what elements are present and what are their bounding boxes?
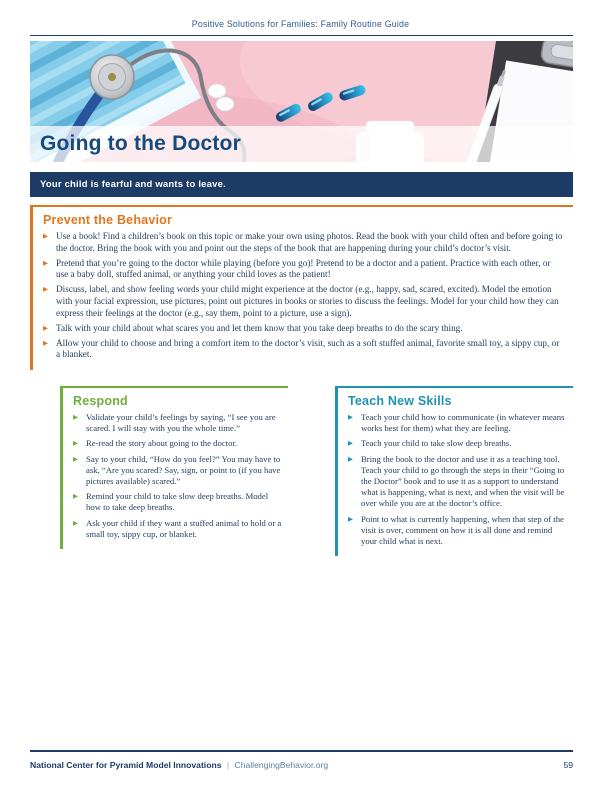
list-item-text: Re-read the story about going to the doctor. xyxy=(86,438,238,449)
bullet-arrow-icon: ▶ xyxy=(43,338,48,347)
banner xyxy=(30,41,573,162)
bullet-arrow-icon: ▶ xyxy=(348,514,353,523)
bullet-arrow-icon: ▶ xyxy=(43,323,48,332)
section-title-prevent: Prevent the Behavior xyxy=(43,213,173,227)
footer-separator: | xyxy=(226,760,230,770)
list-item xyxy=(43,231,565,254)
list-item-text: Remind your child to take slow deep breaths. Model how to take deep breaths. xyxy=(86,491,269,513)
list-item xyxy=(348,438,567,449)
list-item-text: Discuss, label, and show feeling words your child might experience at the doctor (e.g., happy, sad, scared, excited). Model the emotion with your facial expression, use pictures, point out pictures in books or stories to discuss the feelings. Model for your child how they can express their feelings at the doctor (e.g., say them, point to a picture, use a sign). xyxy=(56,284,559,318)
section-title-teach: Teach New Skills xyxy=(348,393,452,408)
list-item xyxy=(43,323,565,335)
list-item xyxy=(73,454,282,488)
page-title: Going to the Doctor xyxy=(40,132,241,155)
bullet-arrow-icon: ▶ xyxy=(348,412,353,421)
list-item-text: Bring the book to the doctor and use it as a teaching tool. Teach your child to go through the steps in their “Going to the Doctor” book and to use it as a support to understand what is happening, what is next, and when the visit will be over while you are at the doctor’s office. xyxy=(361,453,565,509)
bullet-arrow-icon: ▶ xyxy=(73,492,78,501)
section-respond xyxy=(60,386,288,549)
list-item-text: Use a book! Find a children’s book on this topic or make your own using photos. Read the book with your child often and before going to the doctor. Bring the book with you and point out the steps of the book that are happening during your child’s doctor’s visit. xyxy=(56,231,563,253)
section-title-respond: Respond xyxy=(73,393,128,408)
teach-list xyxy=(348,412,567,547)
list-item-text: Teach your child how to communicate (in whatever means works best for them) what they are feeling. xyxy=(361,411,565,434)
list-item-text: Point to what is currently happening, when that step of the visit is over, comment on how it is all done and remind your child what is next. xyxy=(361,513,564,546)
banner-title-strip xyxy=(30,126,573,162)
footer-left xyxy=(30,760,328,770)
list-item xyxy=(73,412,282,434)
list-item xyxy=(43,258,565,281)
section-prevent-behavior xyxy=(30,205,573,370)
situation-bar xyxy=(30,172,573,197)
bullet-arrow-icon: ▶ xyxy=(348,454,353,463)
list-item xyxy=(43,284,565,319)
list-item-text: Ask your child if they want a stuffed animal to hold or a small toy, sippy cup, or blanket. xyxy=(86,517,282,539)
footer-site-link[interactable]: ChallengingBehavior.org xyxy=(234,760,329,770)
page-footer xyxy=(30,750,573,770)
section-teach-new-skills xyxy=(335,386,573,556)
bullet-arrow-icon: ▶ xyxy=(73,439,78,448)
bullet-arrow-icon: ▶ xyxy=(43,232,48,240)
list-item-text: Allow your child to choose and bring a comfort item to the doctor’s visit, such as a soft stuffed animal, favorite small toy, a sippy cup, or a blanket. xyxy=(56,337,560,360)
two-column-area xyxy=(30,386,573,556)
situation-text: Your child is fearful and wants to leave. xyxy=(40,179,226,190)
list-item xyxy=(348,454,567,510)
list-item-text: Talk with your child about what scares you and let them know that you take deep breaths to do the scary thing. xyxy=(56,322,463,333)
prevent-list xyxy=(43,231,565,361)
list-item xyxy=(348,514,567,548)
list-item xyxy=(73,491,282,513)
bullet-arrow-icon: ▶ xyxy=(348,439,353,448)
list-item-text: Say to your child, “How do you feel?” You may have to ask, “Are you scared? Say, sign, or point to (if you have pictures available) scared.” xyxy=(86,453,281,486)
footer-org-name: National Center for Pyramid Model Innovations xyxy=(30,760,222,770)
list-item xyxy=(348,412,567,434)
bullet-arrow-icon: ▶ xyxy=(73,412,78,421)
list-item xyxy=(73,518,282,540)
respond-list xyxy=(73,412,282,540)
list-item xyxy=(43,338,565,361)
bullet-arrow-icon: ▶ xyxy=(43,258,48,267)
list-item-text: Validate your child’s feelings by saying, “I see you are scared. I will stay with you the whole time.” xyxy=(86,411,276,434)
list-item-text: Pretend that you’re going to the doctor while playing (before you go)! Pretend to be a doctor and a patient. Practice with each other, or use a baby doll, stuffed animal, or anything your child loves as the patient! xyxy=(56,257,551,280)
bullet-arrow-icon: ▶ xyxy=(73,454,78,463)
header-rule xyxy=(30,35,573,36)
page-number: 59 xyxy=(563,760,573,770)
list-item xyxy=(73,438,282,449)
list-item-text: Teach your child to take slow deep breaths. xyxy=(361,438,512,449)
bullet-arrow-icon: ▶ xyxy=(43,285,48,294)
bullet-arrow-icon: ▶ xyxy=(73,518,78,527)
running-head: Positive Solutions for Families: Family Routine Guide xyxy=(191,19,410,29)
